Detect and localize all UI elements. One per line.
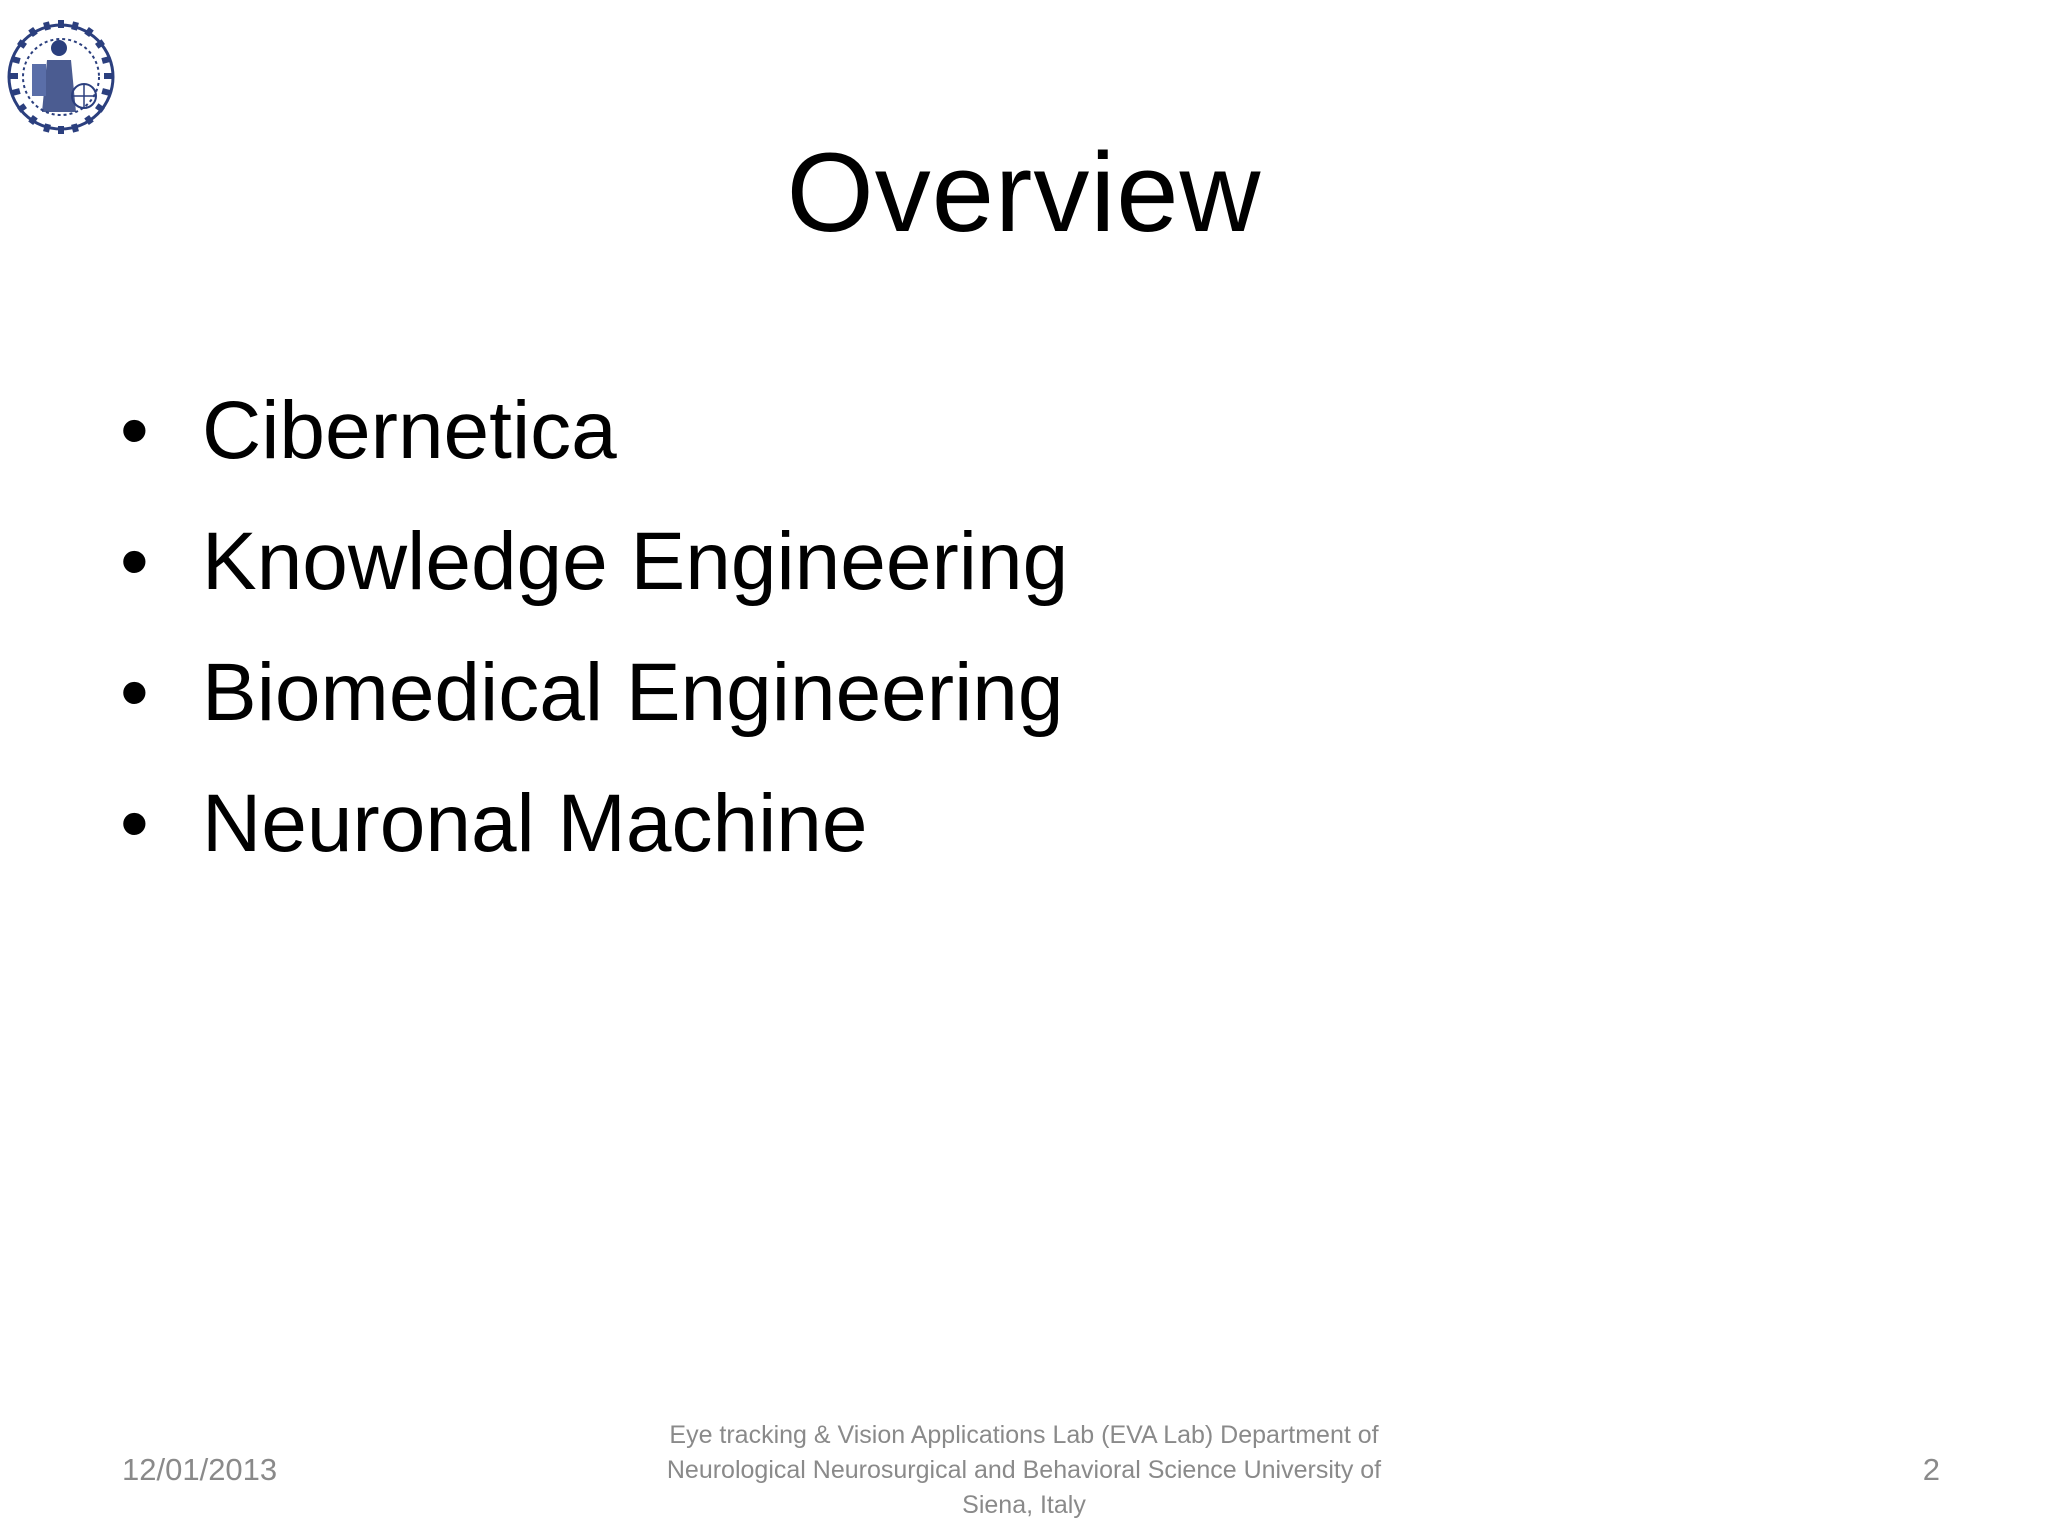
bullet-text: Biomedical Engineering [202, 647, 1064, 738]
footer-date: 12/01/2013 [122, 1452, 278, 1487]
bullet-list [120, 365, 1068, 889]
bullet-item-knowledge-engineering [120, 496, 1068, 627]
bullet-item-cibernetica [120, 365, 1068, 496]
bullet-icon: • [120, 516, 149, 607]
bullet-item-biomedical-engineering [120, 627, 1068, 758]
page-number: 2 [1922, 1452, 1940, 1487]
bullet-text: Cibernetica [202, 385, 617, 476]
bullet-icon: • [120, 778, 149, 869]
bullet-text: Knowledge Engineering [202, 516, 1069, 607]
bullet-icon: • [120, 647, 149, 738]
slide-title: Overview [786, 130, 1262, 255]
footer-affiliation: Eye tracking & Vision Applications Lab (EVA Lab) Department of Neurological Neurosurgical and Behavioral Science University of Siena, Italy [666, 1421, 1382, 1519]
bullet-item-neuronal-machine [120, 758, 1068, 889]
bullet-text: Neuronal Machine [202, 778, 868, 869]
bullet-icon: • [120, 385, 149, 476]
